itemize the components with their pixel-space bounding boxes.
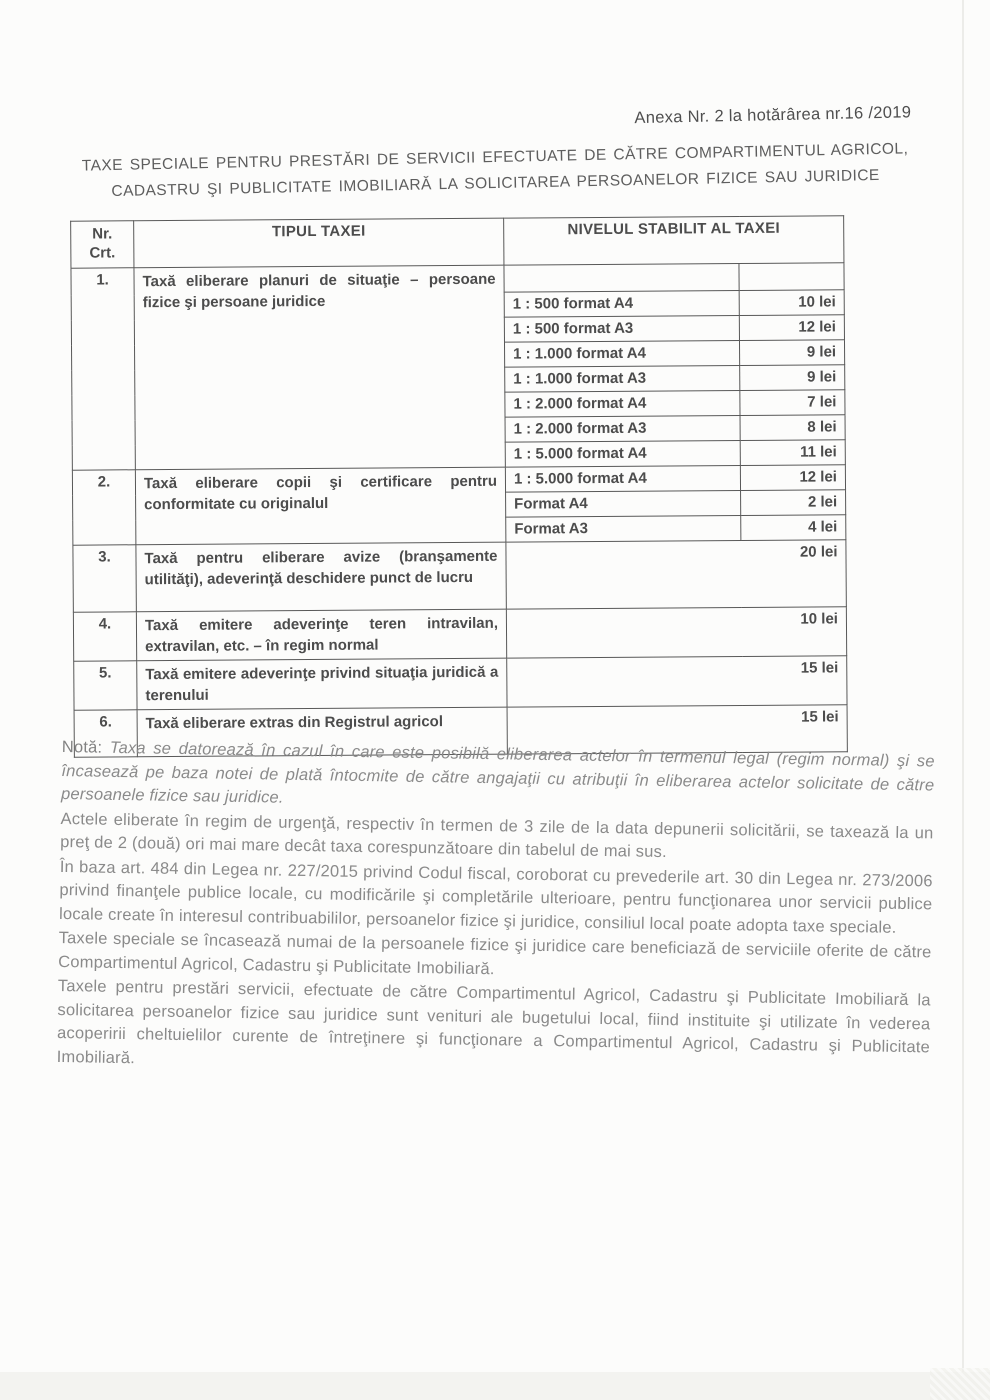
scan-right-edge-line: [962, 0, 964, 1400]
document-title-line2: CADASTRU ŞI PUBLICITATE IMOBILIARĂ LA SOLICITAREA PERSOANELOR FIZICE SAU JURIDICE: [111, 166, 880, 201]
table-row: [73, 540, 846, 612]
table-header-row: [71, 216, 844, 268]
tax-table: [70, 215, 848, 757]
row5-tax-type: Taxă emitere adeverinţe privind situaţia juridică a terenului: [137, 658, 507, 710]
row4-number: 4.: [73, 612, 136, 661]
scan-bottom-edge-band: [0, 1372, 990, 1400]
scale-value: 12 lei: [739, 315, 844, 341]
scan-corner-noise: [930, 1368, 990, 1400]
annex-reference: Anexa Nr. 2 la hotărârea nr.16 /2019: [634, 103, 912, 128]
row4-tax-type: Taxă emitere adeverinţe teren intravilan, extravilan, etc. – în regim normal: [136, 609, 506, 661]
row3-value: 20 lei: [506, 540, 846, 609]
row2-tax-type: Taxă eliberare copii şi certificare pentru conformitate cu originalul: [135, 467, 506, 545]
scale-value: 9 lei: [740, 365, 845, 391]
scale-value: 9 lei: [739, 340, 844, 366]
document-title-line1: TAXE SPECIALE PENTRU PRESTĂRI DE SERVICII EFECTUATE DE CĂTRE COMPARTIMENTUL AGRICOL,: [81, 140, 909, 175]
header-nivel-taxei: NIVELUL STABILIT AL TAXEI: [504, 216, 844, 265]
scale-value: 10 lei: [739, 290, 844, 316]
header-nr: Nr.: [92, 225, 113, 243]
row1-tax-type: Taxă eliberare planuri de situaţie – persoane fizice şi persoane juridice: [134, 265, 505, 470]
scale-desc: 1 : 500 format A3: [504, 316, 739, 343]
scale-desc: 1 : 500 format A4: [504, 291, 739, 318]
header-nr-crt: [71, 221, 134, 268]
row5-number: 5.: [74, 661, 137, 710]
scale-value: 12 lei: [740, 465, 845, 491]
note-paragraph-4: Taxele speciale se încasează numai de la persoanele fizice şi juridice care beneficiază de serviciile oferite de către Compartimentul Agricol, Cadastru şi Publicitate Imobiliară.: [58, 928, 932, 978]
note-paragraph-5: Taxele pentru prestări servicii, efectuate de către Compartimentul Agricol, Cadastru şi Publicitate Imobiliară la solicitarea persoanelor fizice sau juridice sunt venituri ale bugetului local, fiind instituite şi utilizate în vederea acoperirii cheltuielilor curente de întreţinere şi funcţionare a Compartimentul Agricol, Cadastru şi Publicitate Imobiliară.: [56, 976, 931, 1067]
row6-number: 6.: [74, 710, 137, 757]
notes-section: [56, 736, 934, 1084]
scale-desc: 1 : 2.000 format A3: [505, 416, 740, 443]
row2-number: 2.: [72, 470, 136, 545]
note-paragraph-3: În baza art. 484 din Legea nr. 227/2015 privind Codul fiscal, coroborat cu prevederile art. 30 din Legea nr. 273/2006 privind finanţele publice locale, cu modificările şi completările ulterioare, pentru funcţionarea unor servicii publice locale create în interesul contribuabililor, persoanelor fizice şi juridice, consiliul local poate adopta taxe speciale.: [58, 857, 933, 937]
row1-scale-spacer-val: [739, 263, 844, 291]
table-row: [74, 656, 847, 710]
row3-number: 3.: [73, 545, 136, 612]
format-value: 4 lei: [741, 515, 846, 541]
format-value: 2 lei: [741, 490, 846, 516]
row4-value: 10 lei: [506, 607, 846, 658]
format-desc: Format A3: [506, 516, 741, 543]
note-paragraph-1: [61, 736, 935, 821]
row6-value: 15 lei: [507, 705, 847, 754]
document-title: [60, 136, 931, 206]
row6-tax-type: Taxă eliberare extras din Registrul agricol: [137, 707, 507, 757]
scale-value: 8 lei: [740, 415, 845, 441]
scale-desc: 1 : 5.000 format A4: [505, 441, 740, 468]
scale-value: 11 lei: [740, 440, 845, 466]
header-tipul-taxei: TIPUL TAXEI: [134, 218, 504, 268]
document-header: [59, 103, 931, 206]
note-text: Taxa se datorează în cazul în care este posibilă eliberarea actelor în termenul legal (regim normal) şi se încasează pe baza notei de plată întocmite de către angajaţii cu atribuţii în eliberarea actelor solicitate de către persoanele fizice sau juridice.: [60, 738, 935, 807]
row5-value: 15 lei: [507, 656, 847, 707]
row1-number: 1.: [71, 268, 135, 470]
scale-desc: 1 : 1.000 format A3: [505, 366, 740, 393]
format-desc: Format A4: [506, 491, 741, 518]
row3-tax-type: Taxă pentru eliberare avize (branşamente utilităţi), adeverinţă deschidere punct de lucru: [136, 542, 506, 612]
row1-scale-spacer-desc: [504, 264, 739, 293]
note-label: Notă:: [61, 737, 103, 757]
scale-value: 7 lei: [740, 390, 845, 416]
table-row: [73, 607, 846, 661]
note-paragraph-2: Actele eliberate în regim de urgenţă, respectiv în termen de 3 zile de la data depunerii solicitării, se taxează la un preţ de 2 (două) ori mai mare decât taxa corespunzătoare din tabelul de mai sus.: [60, 809, 934, 862]
scale-desc: 1 : 5.000 format A4: [505, 466, 740, 493]
scale-desc: 1 : 2.000 format A4: [505, 391, 740, 418]
scale-desc: 1 : 1.000 format A4: [504, 341, 739, 368]
header-crt: Crt.: [89, 244, 116, 262]
